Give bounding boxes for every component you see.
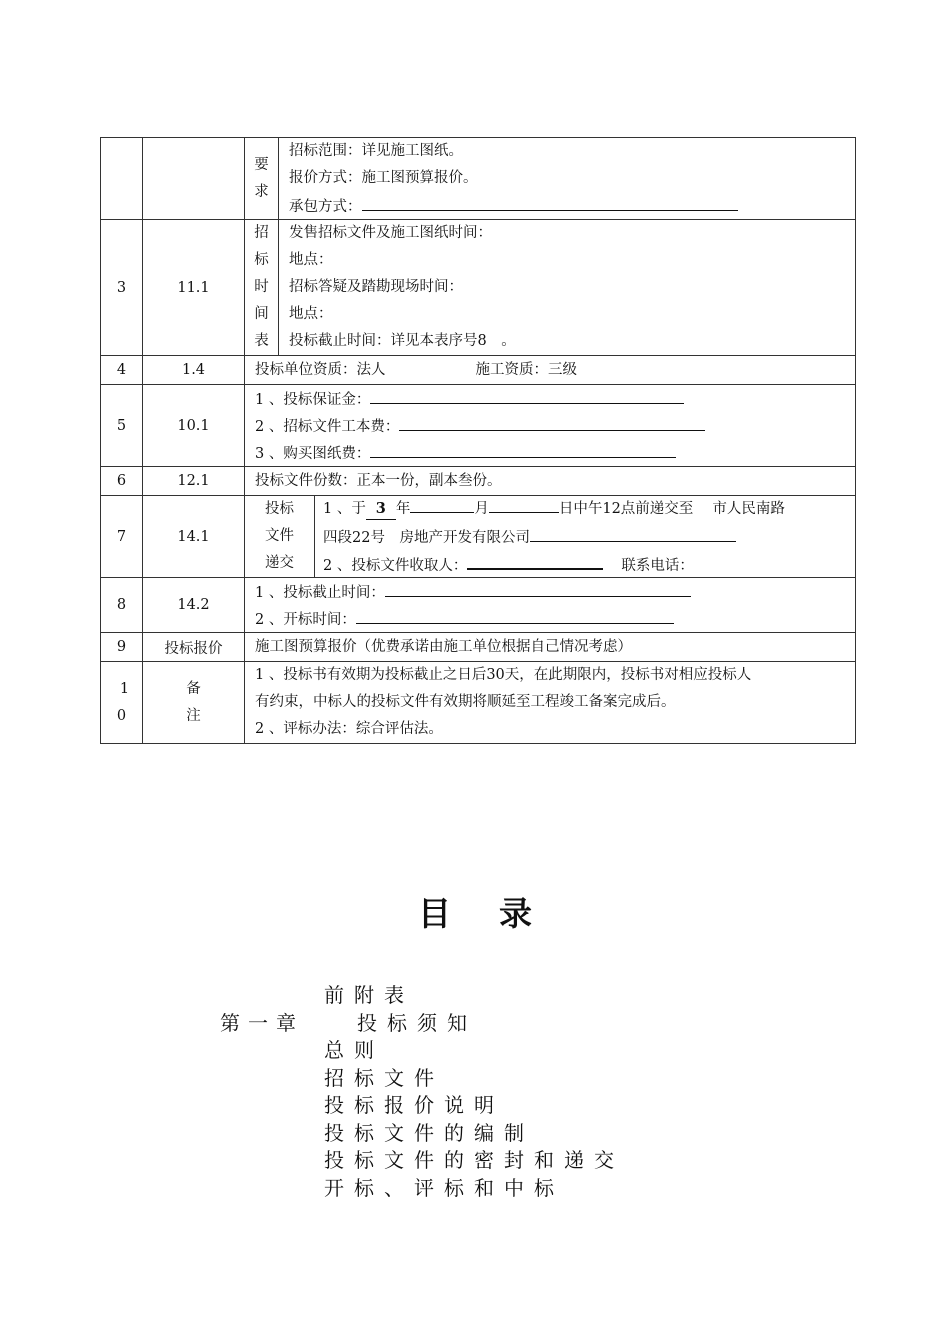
content-line: 有约束，中标人的投标文件有效期将顺延至工程竣工备案完成后。 [255,694,676,710]
clause-line: 注 [186,707,201,724]
content-cell [315,496,856,578]
label-char: 表 [254,333,269,349]
content-line: 地点： [289,252,333,268]
content-line: 2 、评标办法：综合评估法。 [255,721,443,737]
clause-cell: 10.1 [143,385,245,467]
table-row [101,220,856,356]
content-cell [245,633,856,662]
content-line: 施工图预算报价（优费承诺由施工单位根据自己情况考虑） [255,638,632,655]
content-line: 招标答疑及踏勘现场时间： [289,279,463,295]
label-line: 递交 [265,555,294,571]
tender-info-table [100,137,856,744]
content-line: 报价方式：施工图预算报价。 [289,170,478,186]
content-line: 招标范围：详见施工图纸。 [289,143,463,159]
no-cell: 4 [101,356,143,385]
clause-cell: 14.2 [143,578,245,633]
content-line: 1 、于 3 年 月 日中午12点前递交至 市人民南路 [315,496,855,523]
content-line: 1 、投标书有效期为投标截止之日后30天，在此期限内，投标书对相应投标人 [255,667,752,683]
no-line: 1 [119,680,130,697]
toc-item: 投标须知 [357,1010,477,1035]
no-cell [101,662,143,744]
no-line: 0 [116,707,127,724]
toc-item: 投标报价说明 [324,1093,504,1117]
content-cell [245,662,856,744]
toc-title: 目录 [418,894,580,933]
label-cell [245,138,279,220]
no-cell: 5 [101,385,143,467]
clause-cell: 11.1 [143,220,245,356]
label-char: 间 [254,306,269,322]
label-line: 文件 [265,528,294,544]
clause-cell [143,138,245,220]
label-char: 时 [254,279,269,295]
content-line: 投标文件份数：正本一份，副本叁份。 [255,472,502,489]
no-cell: 7 [101,496,143,578]
no-cell: 3 [101,220,143,356]
table-row [101,496,856,578]
toc-item: 前附表 [324,983,414,1007]
table-row [101,578,856,633]
table-row [101,633,856,662]
content-cell [245,356,856,385]
toc-item: 招标文件 [324,1065,444,1090]
label-char: 标 [254,252,269,268]
content-line: 承包方式： [279,192,855,219]
content-line: 四段22号 房地产开发有限公司 [315,523,855,550]
content-cell [279,220,856,356]
label-cell [245,220,279,356]
table-row [101,356,856,385]
content-line: 3 、购买图纸费： [245,439,855,466]
content-line: 2 、招标文件工本费： [245,412,855,439]
toc-item: 投标文件的密封和递交 [324,1148,624,1172]
content-cell [279,138,856,220]
toc-chapter-label: 第一章 [220,1010,304,1035]
content-line: 地点： [289,306,333,322]
no-cell: 8 [101,578,143,633]
content-line: 1 、投标截止时间： [245,578,855,605]
content-cell [245,385,856,467]
table-row [101,662,856,744]
content-cell [245,467,856,496]
content-line: 2 、投标文件收取人： 联系电话： [315,550,855,577]
clause-cell [143,662,245,744]
content-line: 投标截止时间：详见本表序号8 。 [289,333,516,349]
clause-line: 备 [186,680,201,697]
content-line: 投标单位资质：法人 施工资质：三级 [255,361,577,378]
content-line: 1 、投标保证金： [245,385,855,412]
label-line: 投标 [265,501,294,517]
table-row [101,138,856,220]
label-char: 要 [254,156,269,173]
toc-item: 总则 [324,1038,384,1062]
label-char: 招 [254,225,269,241]
toc-item: 投标文件的编制 [324,1120,534,1145]
content-cell [245,578,856,633]
table-row [101,467,856,496]
clause-cell: 12.1 [143,467,245,496]
clause-cell: 投标报价 [143,633,245,662]
content-line: 发售招标文件及施工图纸时间： [289,225,492,241]
content-line: 2 、开标时间： [245,605,855,632]
clause-cell: 14.1 [143,496,245,578]
label-char: 求 [254,183,269,200]
toc-item: 开标、评标和中标 [324,1175,564,1200]
label-cell [245,496,315,578]
clause-cell: 1.4 [143,356,245,385]
year-value: 3 [366,499,396,520]
no-cell: 9 [101,633,143,662]
table-row [101,385,856,467]
no-cell: 6 [101,467,143,496]
no-cell [101,138,143,220]
